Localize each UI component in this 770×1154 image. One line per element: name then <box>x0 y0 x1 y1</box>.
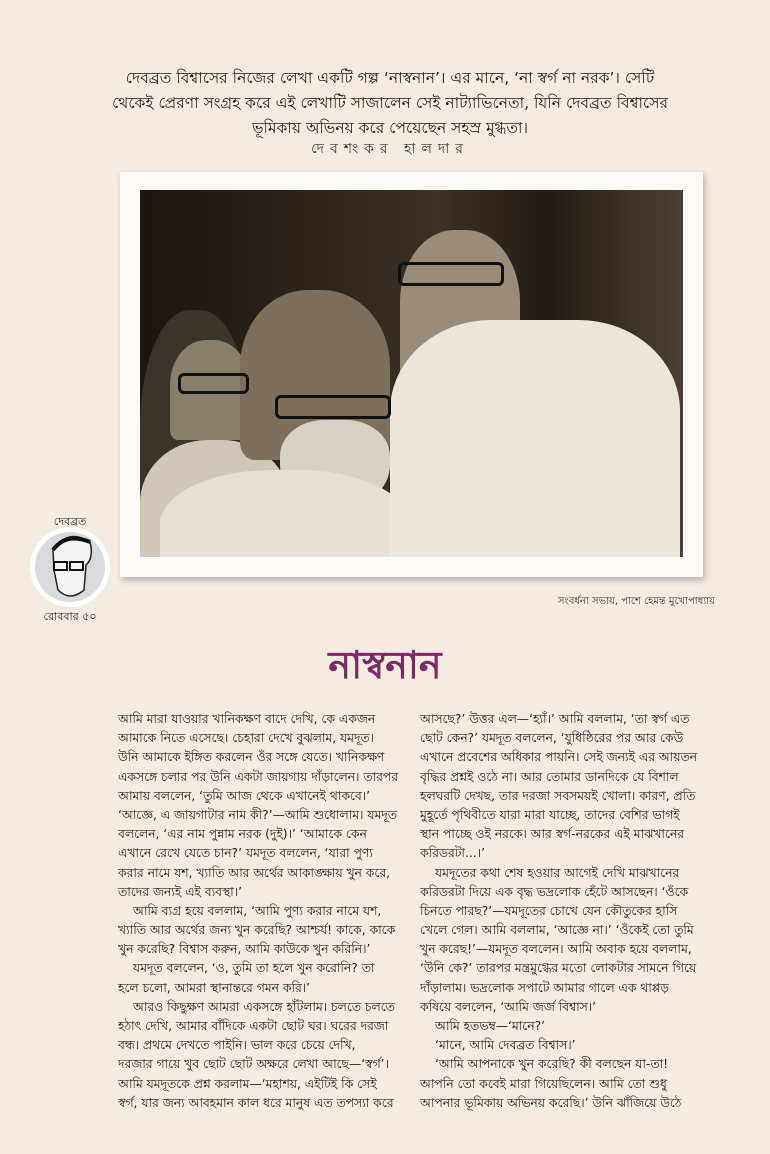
body-line: খ্যাতি আর অর্থের জন্য খুন করেছি? আশ্চর্য! কাকে, কাকে <box>118 923 396 938</box>
series-logo <box>28 510 112 625</box>
author-byline: দেবশংকর হালদার <box>310 141 470 157</box>
body-line: যমদূত বললেন, ‘ও, তুমি তা হলে খুন করোনি? তা <box>133 961 375 976</box>
body-line: আমি হতভম্ব—‘মানে?’ <box>435 1019 546 1033</box>
body-line: দরজার গায়ে খুব ছোট ছোট অক্ষরে লেখা আছে—‘স্বর্গ’। <box>118 1057 389 1072</box>
intro-text <box>110 66 670 141</box>
body-line: তাদের জন্যই এই ব্যবস্থা।’ <box>118 884 243 899</box>
body-line: খুন করেছি? বিশ্বাস করুন, আমি কাউকে খুন করিনি।’ <box>118 942 371 957</box>
body-line: চিনতে পারছ?’—যমদূতের চোখে যেন কৌতুকের হাসি <box>420 903 678 918</box>
photo-caption: সংবর্ধনা সভায়, পাশে হেমন্ত মুখোপাধ্যায় <box>557 596 715 607</box>
body-line: হলে চলো, আমরা স্থানান্তরে গমন করি।’ <box>118 980 311 995</box>
body-line: মুহূর্তে পৃথিবীতে যারা মারা যাচ্ছে, তাদের বেশির ভাগই <box>420 807 680 822</box>
intro-line: থেকেই প্রেরণা সংগ্রহ করে এই লেখাটি সাজালেন সেই নাট্যাভিনেতা, যিনি দেবব্রত বিশ্বাসের <box>112 94 668 112</box>
intro-line: দেবব্রত বিশ্বাসের নিজের লেখা একটি গল্প ‘নাস্বনান’। এর মানে, ‘না স্বর্গ না নরক’। সেটি <box>125 69 655 87</box>
body-line: ‘উনি কে?’ তারপর মন্ত্রমুগ্ধের মতো লোকটার সামনে গিয়ে <box>420 961 697 976</box>
body-line: যমদূতের কথা শেষ হওয়ার আগেই দেখি মাঝখানের <box>435 865 680 880</box>
body-column-right <box>420 710 705 1113</box>
body-line: আরও কিছুক্ষণ আমরা একসঙ্গে হাঁটলাম। চলতে চলতে <box>133 999 395 1014</box>
body-line: দাঁড়ালাম। ভদ্রলোক সপাটে আমার গালে এক থাপ্পড় <box>420 980 669 995</box>
body-line: এখানে প্রবেশের অধিকার পায়নি। সেই জন্যই এর আয়তন <box>420 750 698 765</box>
body-line: স্বর্গ, যার জন্য আবহমান কাল ধরে মানুষ এত তপস্যা করে <box>118 1095 394 1110</box>
body-line: খেলে গেল। আমি বললাম, ‘আজ্ঞে না।’ ‘ওঁকেই তো তুমি <box>420 923 694 938</box>
body-line: ‘আমি আপনাকে খুন করেছি? কী বলছেন যা-তা! <box>435 1057 669 1072</box>
logo-top-text: দেবব্রত <box>53 515 87 528</box>
logo-bottom-text: রোববার ৫০ <box>43 610 97 623</box>
body-line: ‘মানে, আমি দেবব্রত বিশ্বাস।’ <box>435 1038 576 1053</box>
body-line: এখানে রেখে যেতে চান?’ যমদূত বললেন, ‘যারা পুণ্য <box>118 846 373 861</box>
body-line: আপনার ভূমিকায় অভিনয় করেছি।’ উনি ঝাঁজিয়ে উঠে <box>420 1095 682 1110</box>
body-line: করিডরটা দিয়ে এক বৃদ্ধ ভদ্রলোক হেঁটে আসছেন। ‘ওঁকে <box>420 884 689 899</box>
photo-frame <box>120 172 703 577</box>
body-line: ছোট কেন?’ যমদূত বললেন, ‘যুধিষ্ঠিরের পর আর কেউ <box>420 731 684 746</box>
body-line: করার নামে যশ, খ্যাতি আর অর্থের আকাঙ্ক্ষায় খুন করে, <box>118 865 391 880</box>
body-line: আমাকে নিতে এসেছে। চেহারা দেখে বুঝলাম, যমদূত। <box>118 731 375 746</box>
body-column-left <box>118 710 403 1113</box>
body-line: উনি আমাকে ইঙ্গিত করলেন ওঁর সঙ্গে যেতে। খানিকক্ষণ <box>118 750 385 765</box>
body-line: বললেন, ‘এর নাম পুন্নাম নরক (দুই)।’ ‘আমাকে কেন <box>118 827 367 842</box>
body-line: আসছে?’ উত্তর এল—‘হ্যাঁ।’ আমি বললাম, ‘তা স্বর্গ এত <box>420 712 690 726</box>
body-line: আমায় বললেন, ‘তুমি আজ থেকে এখানেই থাকবে।’ <box>118 788 371 803</box>
body-line: বৃদ্ধির প্রশ্নই ওঠে না। আর তোমার ডানদিকে যে বিশাল <box>420 769 679 784</box>
body-line: আমি ব্যগ্র হয়ে বললাম, ‘আমি পুণ্য করার নামে যশ, <box>133 903 382 918</box>
body-line: কষিয়ে বললেন, ‘আমি জর্জ বিশ্বাস।’ <box>420 999 597 1014</box>
body-line: একসঙ্গে চলার পর উনি একটা জায়গায় দাঁড়ালেন। তারপর <box>118 769 398 784</box>
body-line: আপনি তো কবেই মারা গিয়েছিলেন। আমি তো শুধু <box>420 1076 667 1091</box>
body-line: আমি মারা যাওয়ার খানিকক্ষণ বাদে দেখি, কে একজন <box>118 712 376 726</box>
body-line: ‘আজ্ঞে, এ জায়গাটার নাম কী?’—আমি শুধোলাম। যমদূত <box>118 807 397 822</box>
body-line: হলঘরটি দেখছ, তার দরজা সবসময়ই খোলা। কারণ, প্রতি <box>420 788 696 803</box>
portrait-badge-icon <box>28 510 112 625</box>
body-line: স্থান পাচ্ছে ওই নরকে। আর স্বর্গ-নরকের এই মাঝখানের <box>420 827 685 842</box>
photograph <box>140 190 683 557</box>
body-line: খুন করেছ!’—যমদূত বললেন। আমি অবাক হয়ে বললাম, <box>420 942 692 957</box>
article-title: নাস্বনান <box>328 643 442 687</box>
body-line: আমি যমদূতকে প্রশ্ন করলাম—‘মহাশয়, এইটিই কি সেই <box>118 1076 377 1091</box>
body-line: করিডরটা...।’ <box>420 846 485 861</box>
intro-line: ভূমিকায় অভিনয় করে পেয়েছেন সহস্র মুগ্ধতা। <box>251 119 529 137</box>
body-line: হঠাৎ দেখি, আমার বাঁদিকে একটা ছোট ঘর। ঘরের দরজা <box>118 1019 389 1033</box>
body-line: বন্ধ। প্রথমে দেখতে পাইনি। ভাল করে চেয়ে দেখি, <box>118 1038 356 1053</box>
